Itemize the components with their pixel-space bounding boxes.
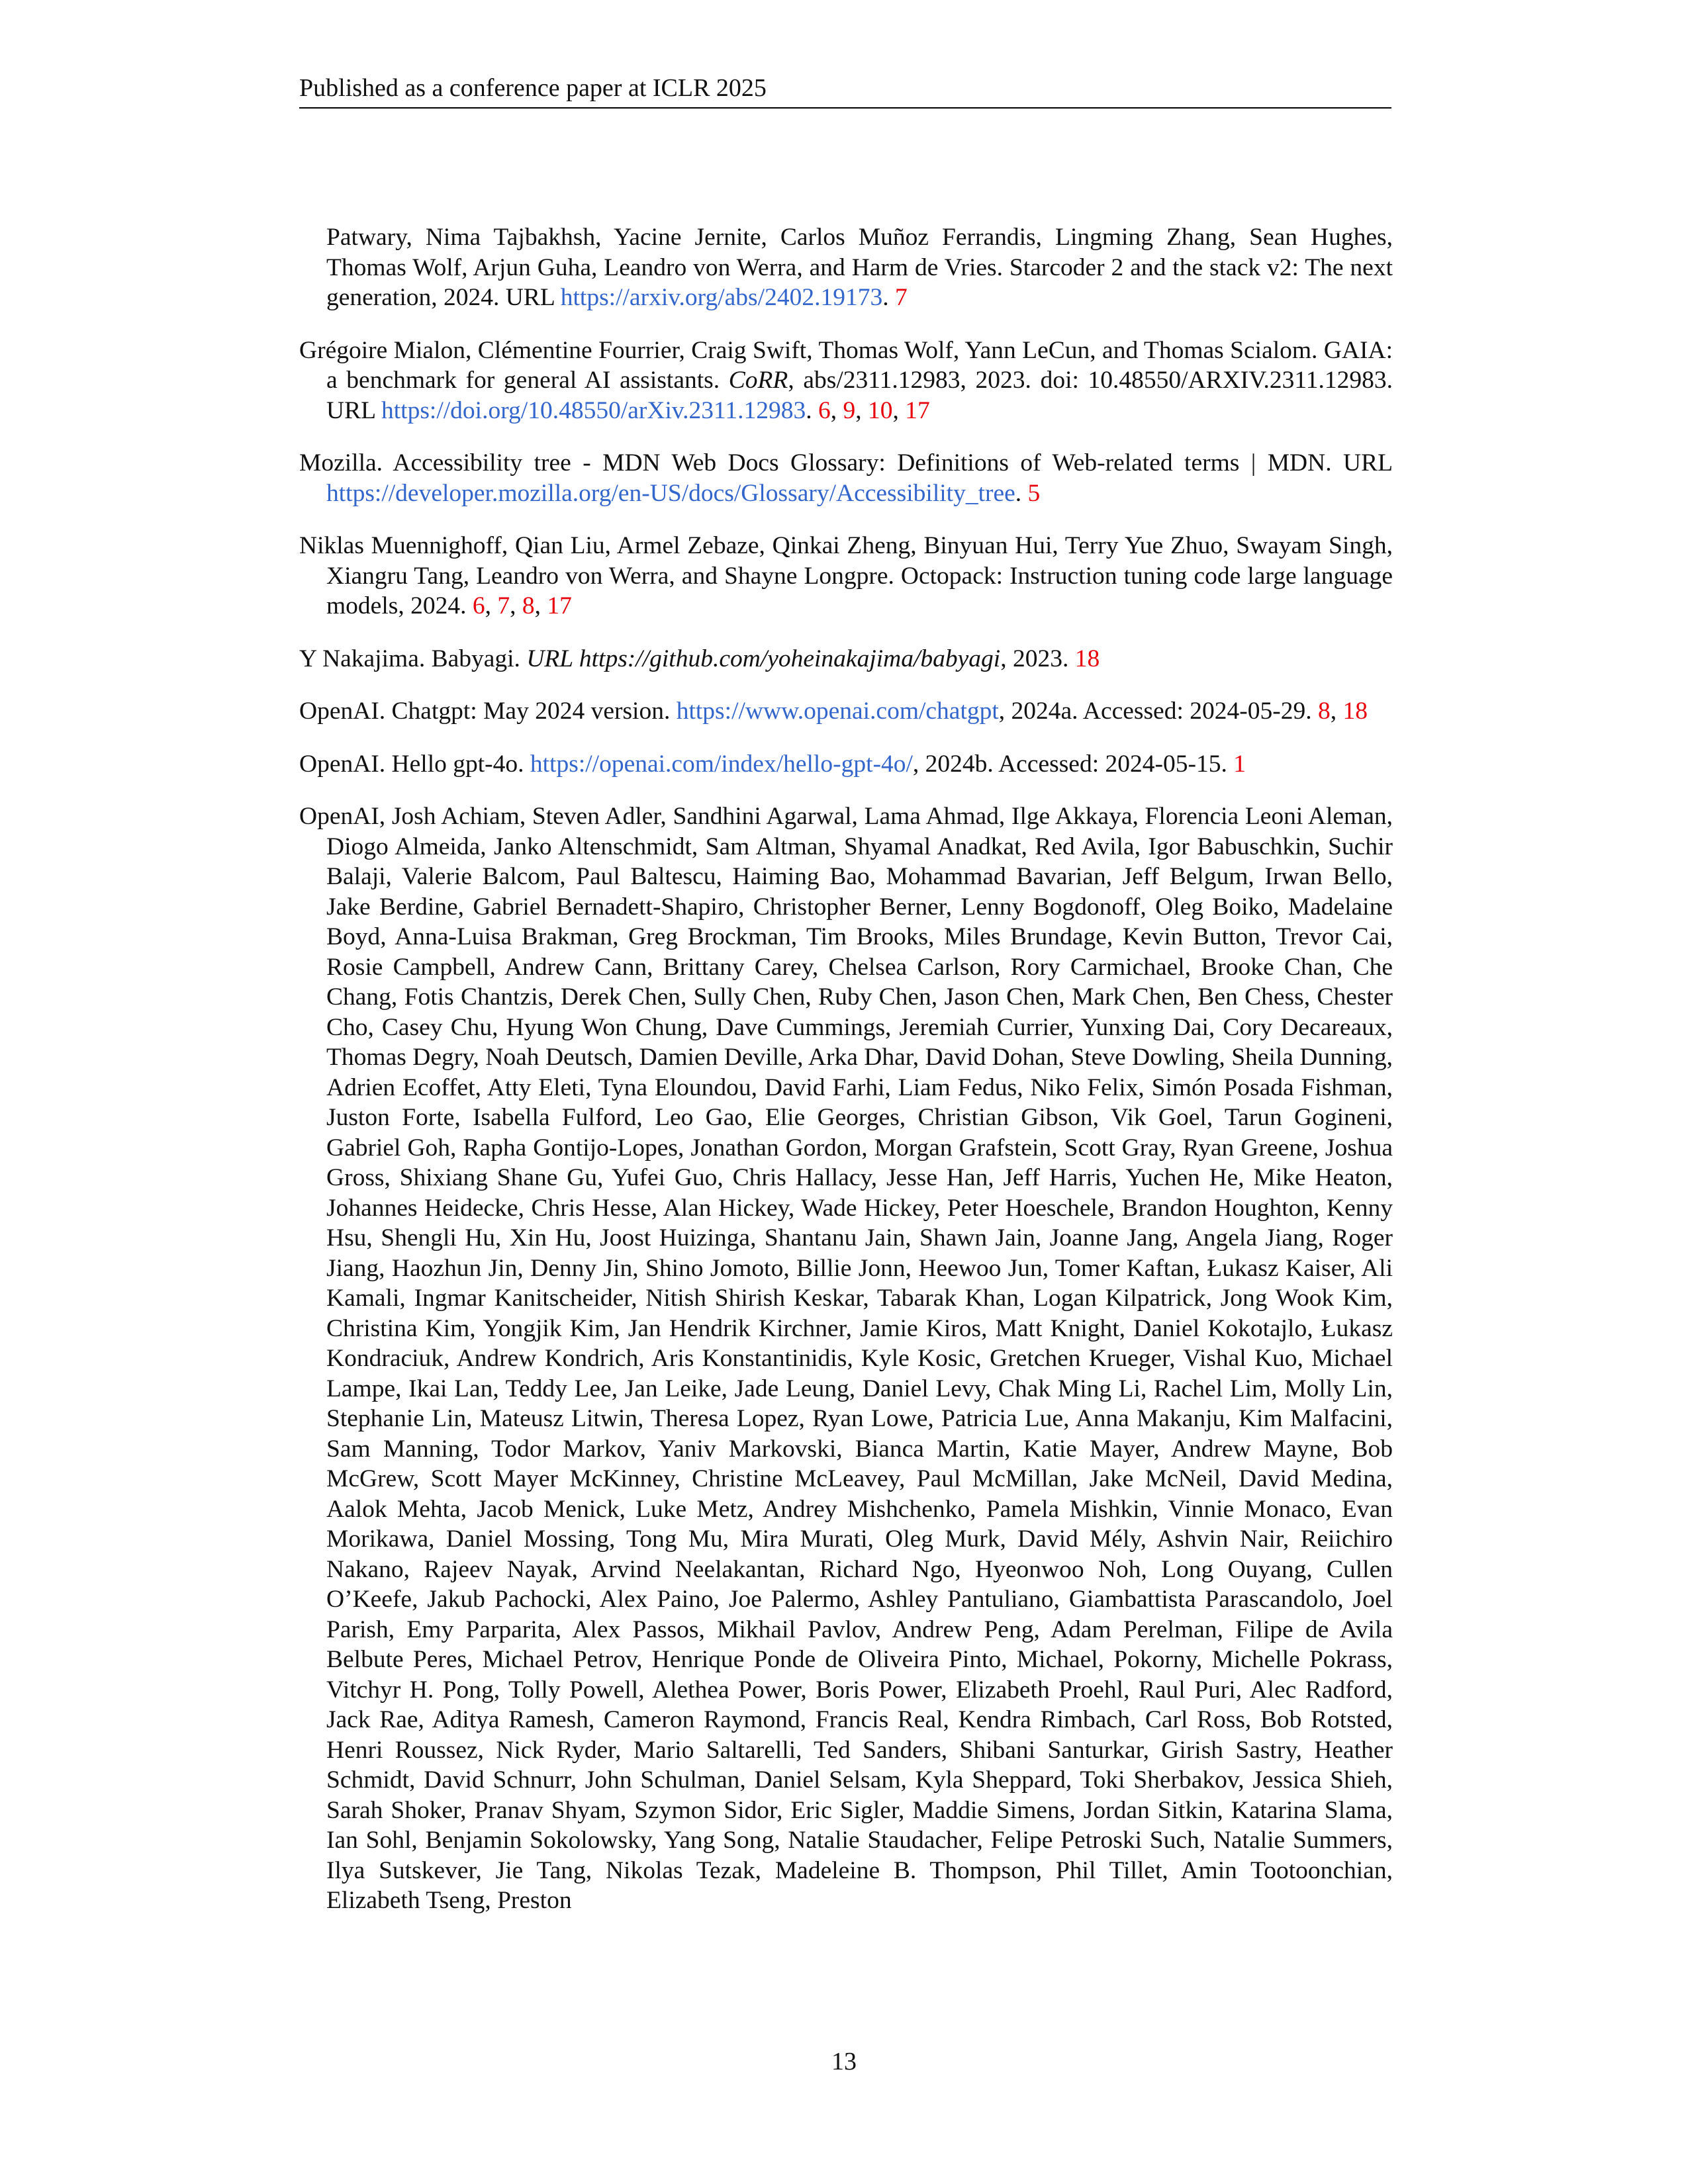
reference-text: , 2023. bbox=[1000, 645, 1075, 672]
reference-italic-text: URL https://github.com/yoheinakajima/babyagi bbox=[526, 645, 1001, 672]
reference-text: Patwary, Nima Tajbakhsh, Yacine Jernite, Carlos Muñoz Ferrandis, Lingming Zhang, Sean Hughes, Thomas Wolf, Arjun Guha, Leandro von Werra, and Harm de Vries. Starcoder 2 and the stack v2: The next generation, 2024. URL bbox=[326, 224, 1393, 311]
reference-url-link[interactable]: https://www.openai.com/chatgpt bbox=[676, 698, 999, 725]
reference-text: , bbox=[485, 592, 498, 619]
back-reference-page-link[interactable]: 8 bbox=[522, 592, 535, 619]
back-reference-page-link[interactable]: 7 bbox=[894, 284, 908, 311]
back-reference-page-link[interactable]: 10 bbox=[868, 396, 893, 424]
reference-url-link[interactable]: https://doi.org/10.48550/arXiv.2311.12983 bbox=[381, 396, 806, 424]
reference-text: , 2024a. Accessed: 2024-05-29. bbox=[998, 698, 1318, 725]
reference-url-link[interactable]: https://arxiv.org/abs/2402.19173 bbox=[560, 284, 883, 311]
running-header bbox=[299, 71, 1391, 109]
reference-text: OpenAI, Josh Achiam, Steven Adler, Sandhini Agarwal, Lama Ahmad, Ilge Akkaya, Florencia Leoni Aleman, Diogo Almeida, Janko Altenschmidt, Sam Altman, Shyamal Anadkat, Red Avila, Igor Babuschkin, Suchir Balaji, Valerie Balcom, Paul Baltescu, Haiming Bao, Mohammad Bavarian, Jeff Belgum, Irwan Bello, Jake Berdine, Gabriel Bernadett-Shapiro, Christopher Berner, Lenny Bogdonoff, Oleg Boiko, Madelaine Boyd, Anna-Luisa Brakman, Greg Brockman, Tim Brooks, Miles Brundage, Kevin Button, Trevor Cai, Rosie Campbell, Andrew Cann, Brittany Carey, Chelsea Carlson, Rory Carmichael, Brooke Chan, Che Chang, Fotis Chantzis, Derek Chen, Sully Chen, Ruby Chen, Jason Chen, Mark Chen, Ben Chess, Chester Cho, Casey Chu, Hyung Won Chung, Dave Cummings, Jeremiah Currier, Yunxing Dai, Cory Decareaux, Thomas Degry, Noah Deutsch, Damien Deville, Arka Dhar, David Dohan, Steve Dowling, Sheila Dunning, Adrien Ecoffet, Atty Eleti, Tyna Eloundou, David Farhi, Liam Fedus, Niko Felix, Simón Posada Fishman, Juston Forte, Isabella Fulford, Leo Gao, Elie Georges, Christian Gibson, Vik Goel, Tarun Gogineni, Gabriel Goh, Rapha Gontijo-Lopes, Jonathan Gordon, Morgan Grafstein, Scott Gray, Ryan Greene, Joshua Gross, Shixiang Shane Gu, Yufei Guo, Chris Hallacy, Jesse Han, Jeff Harris, Yuchen He, Mike Heaton, Johannes Heidecke, Chris Hesse, Alan Hickey, Wade Hickey, Peter Hoeschele, Brandon Houghton, Kenny Hsu, Shengli Hu, Xin Hu, Joost Huizinga, Shantanu Jain, Shawn Jain, Joanne Jang, Angela Jiang, Roger Jiang, Haozhun Jin, Denny Jin, Shino Jomoto, Billie Jonn, Heewoo Jun, Tomer Kaftan, Łukasz Kaiser, Ali Kamali, Ingmar Kanitscheider, Nitish Shirish Keskar, Tabarak Khan, Logan Kilpatrick, Jong Wook Kim, Christina Kim, Yongjik Kim, Jan Hendrik Kirchner, Jamie Kiros, Matt Knight, Daniel Kokotajlo, Łukasz Kondraciuk, Andrew Kondrich, Aris Konstantinidis, Kyle Kosic, Gretchen Krueger, Vishal Kuo, Michael Lampe, Ikai Lan, Teddy Lee, Jan Leike, Jade Leung, Daniel Levy, Chak Ming Li, Rachel Lim, Molly Lin, Stephanie Lin, Mateusz Litwin, Theresa Lopez, Ryan Lowe, Patricia Lue, Anna Makanju, Kim Malfacini, Sam Manning, Todor Markov, Yaniv Markovski, Bianca Martin, Katie Mayer, Andrew Mayne, Bob McGrew, Scott Mayer McKinney, Christine McLeavey, Paul McMillan, Jake McNeil, David Medina, Aalok Mehta, Jacob Menick, Luke Metz, Andrey Mishchenko, Pamela Mishkin, Vinnie Monaco, Evan Morikawa, Daniel Mossing, Tong Mu, Mira Murati, Oleg Murk, David Mély, Ashvin Nair, Reiichiro Nakano, Rajeev Nayak, Arvind Neelakantan, Richard Ngo, Hyeonwoo Noh, Long Ouyang, Cullen O’Keefe, Jakub Pachocki, Alex Paino, Joe Palermo, Ashley Pantuliano, Giambattista Parascandolo, Joel Parish, Emy Parparita, Alex Passos, Mikhail Pavlov, Andrew Peng, Adam Perelman, Filipe de Avila Belbute Peres, Michael Petrov, Henrique Ponde de Oliveira Pinto, Michael, Pokorny, Michelle Pokrass, Vitchyr H. Pong, Tolly Powell, Alethea Power, Boris Power, Elizabeth Proehl, Raul Puri, Alec Radford, Jack Rae, Aditya Ramesh, Cameron Raymond, Francis Real, Kendra Rimbach, Carl Ross, Bob Rotsted, Henri Roussez, Nick Ryder, Mario Saltarelli, Ted Sanders, Shibani Santurkar, Girish Sastry, Heather Schmidt, David Schnurr, John Schulman, Daniel Selsam, Kyla Sheppard, Toki Sherbakov, Jessica Shieh, Sarah Shoker, Pranav Shyam, Szymon Sidor, Eric Sigler, Maddie Simens, Jordan Sitkin, Katarina Slama, Ian Sohl, Benjamin Sokolowsky, Yang Song, Natalie Staudacher, Felipe Petroski Such, Natalie Summers, Ilya Sutskever, Jie Tang, Nikolas Tezak, Madeleine B. Thompson, Phil Tillet, Amin Tootoonchian, Elizabeth Tseng, Preston bbox=[299, 803, 1393, 1914]
header-text: Published as a conference paper at ICLR 2025 bbox=[299, 74, 767, 102]
reference-entry bbox=[299, 222, 1393, 313]
reference-text: OpenAI. Hello gpt-4o. bbox=[299, 750, 530, 778]
reference-text: Y Nakajima. Babyagi. bbox=[299, 645, 527, 672]
back-reference-page-link[interactable]: 6 bbox=[818, 396, 831, 424]
back-reference-page-link[interactable]: 17 bbox=[547, 592, 572, 619]
reference-italic-text: CoRR bbox=[728, 367, 788, 394]
back-reference-page-link[interactable]: 18 bbox=[1074, 645, 1100, 672]
page-number: 13 bbox=[831, 2048, 857, 2075]
reference-text: , 2024b. Accessed: 2024-05-15. bbox=[912, 750, 1234, 778]
reference-text: Grégoire Mialon, Clémentine Fourrier, Craig Swift, Thomas Wolf, Yann LeCun, and Thomas Scialom. GAIA: a benchmark for general AI assistants. bbox=[299, 336, 1393, 394]
reference-text: , abs/2311.12983, 2023. doi: 10.48550/ARXIV.2311.12983. URL bbox=[326, 367, 1393, 424]
reference-text: OpenAI. Chatgpt: May 2024 version. bbox=[299, 698, 677, 725]
reference-text: . bbox=[1015, 479, 1028, 507]
reference-entry bbox=[299, 749, 1393, 780]
back-reference-page-link[interactable]: 18 bbox=[1342, 698, 1368, 725]
reference-entry bbox=[299, 336, 1393, 426]
reference-text: , bbox=[892, 396, 906, 424]
back-reference-page-link[interactable]: 5 bbox=[1027, 479, 1041, 507]
reference-url-link[interactable]: https://developer.mozilla.org/en-US/docs/Glossary/Accessibility_tree bbox=[326, 479, 1015, 507]
reference-text: . bbox=[882, 284, 895, 311]
reference-list bbox=[299, 222, 1393, 1938]
reference-entry bbox=[299, 801, 1393, 1916]
back-reference-page-link[interactable]: 8 bbox=[1317, 698, 1331, 725]
reference-entry bbox=[299, 531, 1393, 621]
reference-entry bbox=[299, 448, 1393, 508]
reference-text: Mozilla. Accessibility tree - MDN Web Docs Glossary: Definitions of Web-related terms | MDN. URL bbox=[299, 449, 1393, 477]
reference-url-link[interactable]: https://openai.com/index/hello-gpt-4o/ bbox=[530, 750, 913, 778]
back-reference-page-link[interactable]: 7 bbox=[497, 592, 510, 619]
reference-text: , bbox=[830, 396, 843, 424]
reference-entry bbox=[299, 696, 1393, 727]
reference-text: , bbox=[510, 592, 522, 619]
reference-text: . bbox=[806, 396, 819, 424]
back-reference-page-link[interactable]: 9 bbox=[843, 396, 856, 424]
reference-entry bbox=[299, 644, 1393, 674]
reference-text: , bbox=[534, 592, 547, 619]
back-reference-page-link[interactable]: 17 bbox=[905, 396, 930, 424]
reference-text: , bbox=[1330, 698, 1343, 725]
back-reference-page-link[interactable]: 6 bbox=[472, 592, 485, 619]
reference-text: Niklas Muennighoff, Qian Liu, Armel Zebaze, Qinkai Zheng, Binyuan Hui, Terry Yue Zhuo, Swayam Singh, Xiangru Tang, Leandro von Werra, and Shayne Longpre. Octopack: Instruction tuning code large language models, 2024. bbox=[299, 532, 1393, 619]
reference-text: , bbox=[855, 396, 868, 424]
back-reference-page-link[interactable]: 1 bbox=[1233, 750, 1246, 778]
